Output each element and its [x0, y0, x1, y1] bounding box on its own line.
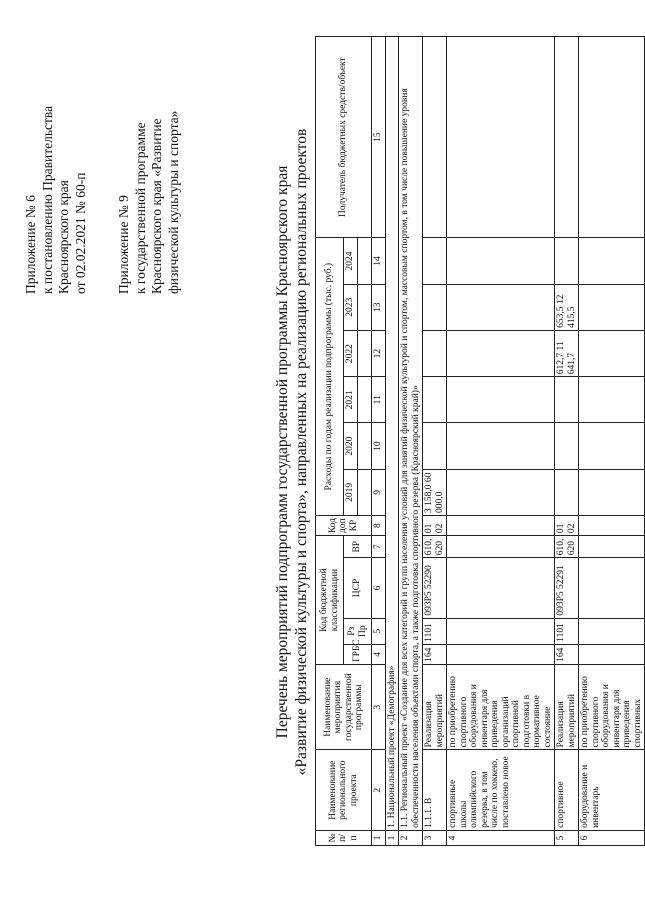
- appendix-block-program: [116, 111, 182, 294]
- header-csr: ЦСР: [344, 558, 372, 618]
- column-number: 5: [372, 618, 386, 644]
- column-number: 12: [372, 330, 386, 376]
- column-number: 8: [372, 516, 386, 536]
- column-number: 9: [372, 469, 386, 515]
- grbs-cell: 164: [423, 644, 447, 664]
- row-number: 4: [447, 830, 555, 845]
- header-rzpr: Рз Пр: [344, 618, 372, 644]
- header-year: 2022: [344, 330, 358, 376]
- table-row: [447, 37, 555, 846]
- table-row: [385, 37, 399, 846]
- measure-cell: Реализация мероприятий: [423, 664, 447, 750]
- header-year: 2020: [344, 423, 358, 469]
- column-number: 1: [372, 830, 386, 845]
- vr-cell: 610, 620: [555, 536, 579, 558]
- appendix-line: Приложение № 6: [23, 195, 38, 294]
- row-number: 1: [385, 830, 399, 845]
- appendix-line: к постановлению Правительства: [39, 105, 55, 294]
- header-vr: ВР: [344, 536, 372, 558]
- project-cell: оборудование и инвентарь: [579, 750, 645, 830]
- column-number: 4: [372, 644, 386, 664]
- document-title-line-1: Перечень мероприятий подпрограмм государственной программы Красноярского края: [274, 165, 291, 739]
- header-year: 2023: [344, 284, 358, 330]
- rzpr-cell: 1101: [555, 618, 579, 644]
- column-number: 15: [372, 37, 386, 238]
- rzpr-cell: 1101: [423, 618, 447, 644]
- csr-cell: 093Р5 52291: [555, 558, 579, 618]
- measure-cell: Реализация мероприятий: [555, 664, 579, 750]
- vr-cell: 610, 620: [423, 536, 447, 558]
- header-year: 2024: [344, 238, 358, 284]
- table-row: [579, 37, 645, 846]
- appendix-line: Красноярского края «Развитие: [149, 118, 164, 294]
- header-expenses: Расходы по годам реализации подпрограммы (тыс. руб.): [316, 238, 344, 516]
- column-number: 7: [372, 536, 386, 558]
- header-no: № п/п: [316, 830, 372, 845]
- table-row: [399, 37, 423, 846]
- column-number: 3: [372, 664, 386, 750]
- header-recipient: Получатель бюджетных средств/объект: [316, 37, 372, 238]
- header-measure: Наименование мероприятия государственной программы: [316, 664, 372, 750]
- project-cell: спортивные школы олимпийского резерва, в том числе по хоккею, поставлено новое: [447, 750, 555, 830]
- column-number: 10: [372, 423, 386, 469]
- header-budget-code: Код бюджетной классификации: [316, 536, 344, 665]
- column-number: 11: [372, 377, 386, 423]
- kr-cell: 01 02: [555, 516, 579, 536]
- national-project-title: 1. Национальный проект «Демография»: [385, 37, 399, 831]
- regional-project-title: 1.1. Региональный проект «Создание для всех категорий и групп населения условий для занятий физической культурой и спортом, массовым спортом, в том числе повышение уровня обеспеченности населения объектами спорта, а также подготовка спортивного резерва (Красноярский край)»: [399, 37, 423, 831]
- appendix-line: от 02.02.2021 № 60-п: [72, 172, 88, 294]
- appendix-line: физической культуры и спорта»: [165, 110, 181, 294]
- header-grbs: ГРБС: [344, 644, 372, 664]
- column-number: 13: [372, 284, 386, 330]
- row-number: 2: [399, 830, 423, 845]
- kr-cell: 01 02: [423, 516, 447, 536]
- row-number: 6: [579, 830, 645, 845]
- expense-2022: 612,7 11 641,7: [555, 330, 579, 376]
- table-row: [555, 37, 579, 846]
- csr-cell: 093Р5 52290: [423, 558, 447, 618]
- appendix-line: Приложение № 9: [116, 195, 131, 294]
- column-number: 2: [372, 750, 386, 830]
- column-number: 6: [372, 558, 386, 618]
- project-cell: спортивное: [555, 750, 579, 830]
- measures-table: [315, 36, 645, 846]
- measure-cell: по приобретению спортивного оборудования и инвентаря для приведения спортивных: [579, 664, 645, 750]
- document-page: [15, 12, 643, 892]
- column-number: 14: [372, 238, 386, 284]
- expense-2023: 653,5 12 415,5: [555, 284, 579, 330]
- table-row: [423, 37, 447, 846]
- appendix-block-resolution: [23, 106, 89, 294]
- document-title-line-2: «Развитие физической культуры и спорта», направленных на реализацию региональных проектов: [293, 128, 310, 776]
- header-year: 2019: [344, 469, 358, 515]
- header-code-dop: Код доп КР: [316, 516, 372, 536]
- measure-cell: по приобретению спортивного оборудования и инвентаря для приведения организаций спортивной подготовки в нормативное состояние: [447, 664, 555, 750]
- expense-2019: 3 158,0 60 000,0: [423, 469, 447, 515]
- appendix-line: Красноярского края: [56, 180, 71, 294]
- row-number: 3: [423, 830, 447, 845]
- header-year: 2021: [344, 377, 358, 423]
- appendix-line: к государственной программе: [132, 122, 148, 294]
- grbs-cell: 164: [555, 644, 579, 664]
- row-number: 5: [555, 830, 579, 845]
- project-cell: 1.1.1. В: [423, 750, 447, 830]
- header-project: Наименование регионального проекта: [316, 750, 372, 830]
